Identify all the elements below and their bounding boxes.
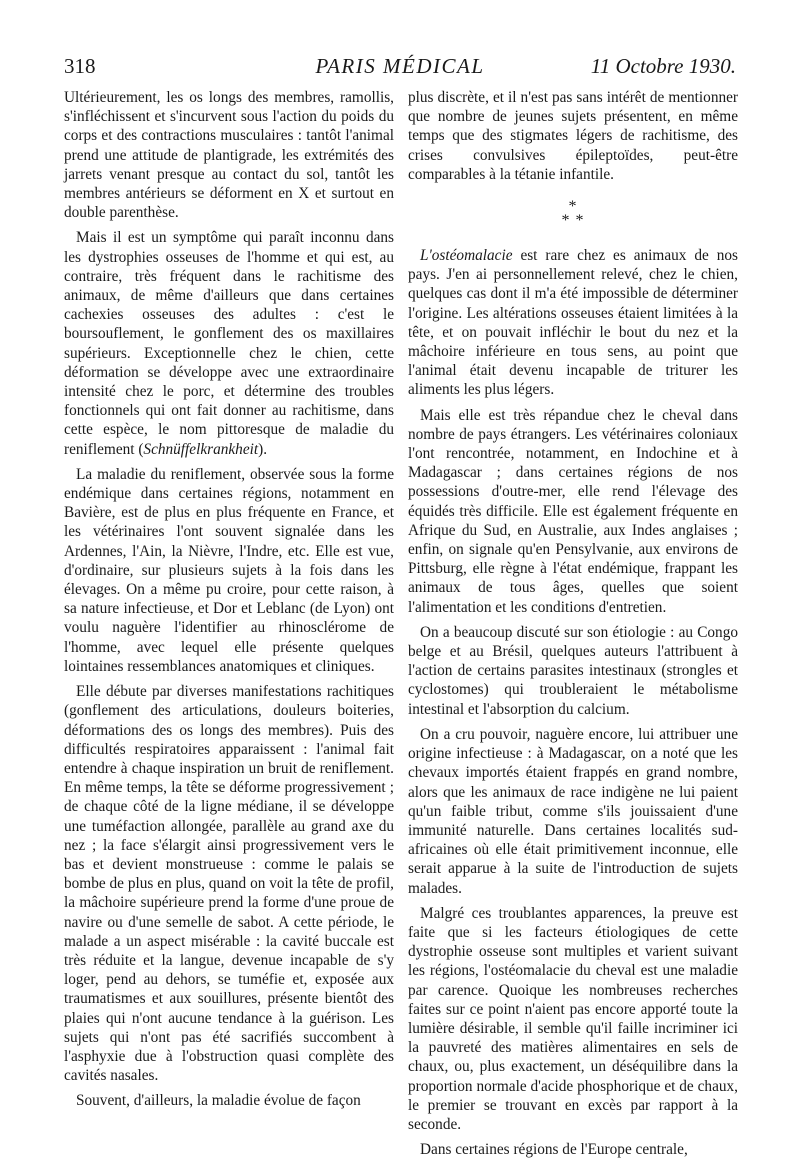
page-number: 318 [64,54,96,78]
section-asterism [408,200,738,228]
paragraph: Elle débute par diverses manifestations rachitiques (gonflement des articulations, douleurs boiteries, déformations des os longs des membres). Puis des difficultés respiratoires apparaissent : l'animal fait entendre à chaque inspiration un bruit de reniflement. En même temps, la tête se déforme progressivement ; de chaque côté de la ligne médiane, il se développe une tuméfaction allongée, parallèle au grand axe du nez ; la face s'élargit ainsi progressivement vers le bas et devient monstrueuse : comme le palais se bombe de plus en plus, quand on voit la tête de profil, la mâchoire supérieure prend la forme d'une proue de navire ou d'une semelle de sabot. A cette période, le malade a un aspect misérable : la cavité buccale est très réduite et la langue, devenue incapable de s'y loger, pend au dehors, se tuméfie et, exposée aux traumatismes et aux souillures, présente bientôt des plaies qui n'ont aucune tendance à la guérison. Les sujets qui n'ont pas été sacrifiés succombent à l'asphyxie due à l'obstruction quasi complète des cavités nasales. [64,683,394,1085]
paragraph: Malgré ces troublantes apparences, la preuve est faite que si les facteurs étiologiques de cette dystrophie osseuse sont multiples et varient suivant les régions, l'ostéomalacie du cheval est une maladie par carence. Quoique les nombreuses recherches faites sur ce point n'aient pas encore apporté toute la lumière désirable, il semble qu'il faille incriminer ici la pauvreté des matières alimentaires en sels de chaux, ou, plus exactement, un déséquilibre dans la proportion normale d'acide phosphorique et de chaux, le premier se trouvant en excès par rapport à la seconde. [408,904,738,1133]
paragraph: plus discrète, et il n'est pas sans intérêt de mentionner que nombre de jeunes sujets présentent, en même temps que des stigmates légers de rachitisme, des crises convulsives épileptoïdes, peut-être comparables à la tétanie infantile. [408,89,738,183]
paragraph [64,228,394,458]
paragraph: La maladie du reniflement, observée sous la forme endémique dans certaines régions, notamment en Bavière, est de plus en plus fréquente en France, et les vétérinaires l'ont souvent signalée dans les Ardennes, l'Ain, la Nièvre, l'Indre, etc. Elle est vue, d'ordinaire, sur plusieurs sujets à la fois dans les élevages. On a même pu croire, pour cette raison, à sa nature infectieuse, et Dor et Leblanc (de Lyon) ont voulu naguère l'identifier au rhinosclérome de l'homme, avec lequel elle présente quelques lointaines ressemblances anatomiques et cliniques. [64,465,394,675]
paragraph: Dans certaines régions de l'Europe centrale, [420,1141,688,1159]
left-column [64,88,394,1117]
paragraph-text: est rare chez es animaux de nos pays. J'en ai personnellement relevé, chez le chien, quelques cas dont il m'a été impossible de déterminer l'origine. Les altérations osseuses étaient limitées à la tête, et on pouvait infléchir le bout du nez et la mâchoire inférieure en tous sens, au point que l'animal était devenu incapable de triturer les aliments les plus légers. [408,247,738,399]
paragraph-text: Mais il est un symptôme qui paraît inconnu dans les dystrophies osseuses de l'homme et qui est, au contraire, très fréquent dans le rachitisme des animaux, de même d'ailleurs que dans certaines cachexies osseuses des adultes : c'est le boursouflement, le gonflement des os maxillaires supérieurs. Exceptionnelle chez le chien, cette déformation se développe avec une extraordinaire intensité chez le porc, et détermine des troubles fonctionnels qui ont fait donner au rachitisme, dans cette espèce, le nom pittoresque de maladie du reniflement ( [64,229,394,458]
italic-term: L'ostéomalacie [420,247,513,265]
paragraph [408,246,738,400]
paragraph: Souvent, d'ailleurs, la maladie évolue de façon [76,1092,361,1110]
paragraph: On a beaucoup discuté sur son étiologie : au Congo belge et au Brésil, quelques auteurs l'attribuent à l'action de certains parasites intestinaux (strongles et cyclostomes) qui troubleraient le métabolisme intestinal et l'absorption du calcium. [408,623,738,718]
running-header [64,54,736,84]
issue-date: 11 Octobre 1930. [590,54,736,78]
italic-term: Schnüffelkrankheit [143,440,259,458]
asterism-bottom: * * [561,212,585,230]
paragraph: Mais elle est très répandue chez le cheval dans nombre de pays étrangers. Les vétérinaires coloniaux l'ont rencontrée, notamment, en Indochine et à Madagascar ; dans certaines régions de nos possessions d'outre-mer, elle rend l'élevage des équidés très difficile. Elle est également fréquente en Afrique du Sud, en Australie, aux Indes anglaises ; enfin, on signale qu'en Pensylvanie, aux environs de Pittsburg, elle règne à l'état endémique, frappant les animaux de tous âges, quelles que soient l'alimentation et les conditions d'entretien. [408,406,738,616]
right-column [408,88,738,1165]
paragraph: Ultérieurement, les os longs des membres, ramollis, s'infléchissent et s'incurvent sous l'action du poids du corps et des contractions musculaires : tantôt l'animal prend une attitude de plantigrade, les extrémités des jarrets venant presque au contact du sol, tantôt les membres antérieurs se déforment en X et surtout en double parenthèse. [64,89,394,222]
paragraph-text: ). [258,440,268,458]
paragraph: On a cru pouvoir, naguère encore, lui attribuer une origine infectieuse : à Madagascar, on a noté que les chevaux importés étaient frappés en grand nombre, alors que les animaux de race indigène ne lui paient qu'un faible tribut, comme s'ils jouissaient d'une immunité naturelle. Dans certaines localités sud-africaines où elle était primitivement inconnue, elle serait apparue à la suite de l'introduction de sujets malades. [408,725,738,897]
journal-title: PARIS MÉDICAL [315,54,485,78]
asterism-top: * [568,198,578,216]
